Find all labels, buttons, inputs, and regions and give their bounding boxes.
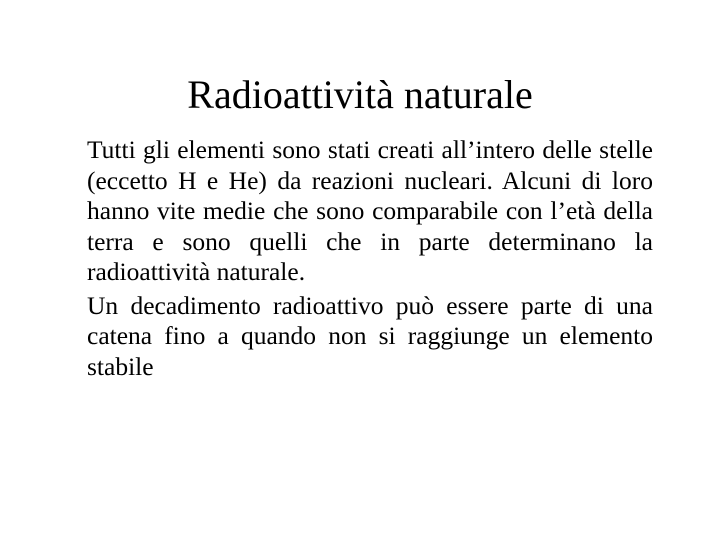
- paragraph-elements-origin: Tutti gli elementi sono stati creati all’intero delle stelle (eccetto H e He) da reazioni nucleari. Alcuni di loro hanno vite medie che sono comparabile con l’età della terra e sono quelli che in parte determinano la radioattività naturale.: [87, 135, 653, 286]
- paragraph-decay-chain: Un decadimento radioattivo può essere parte di una catena fino a quando non si raggiunge un elemento stabile: [87, 290, 653, 381]
- slide-body: [87, 135, 653, 382]
- slide-title: Radioattività naturale: [187, 72, 533, 117]
